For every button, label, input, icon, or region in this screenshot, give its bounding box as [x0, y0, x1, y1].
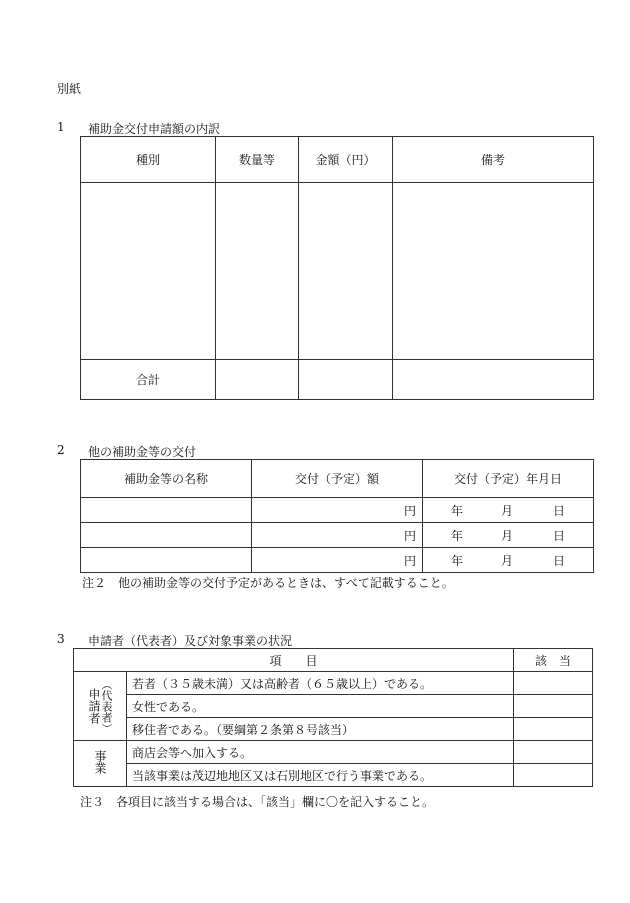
total-label: 合計	[81, 360, 216, 400]
day-unit: 日	[552, 553, 565, 568]
applies-cell	[514, 741, 593, 764]
day-unit: 日	[552, 503, 565, 518]
header-subsidy-name: 補助金等の名称	[81, 460, 252, 498]
business-group-label	[74, 741, 127, 787]
year-unit: 年	[450, 503, 463, 518]
header-type: 種別	[81, 137, 216, 183]
applies-cell	[514, 672, 593, 695]
note-3: 注３ 各項目に該当する場合は、「該当」欄に〇を記入すること。	[80, 795, 435, 809]
grant-date-cell	[423, 498, 594, 523]
applies-cell	[514, 718, 593, 741]
section1-number: 1	[57, 120, 65, 134]
grant-date-cell	[423, 523, 594, 548]
yen-unit: 円	[403, 503, 416, 518]
attachment-label: 別紙	[57, 82, 82, 96]
grant-amount-cell	[252, 548, 423, 573]
status-item: 当該事業は茂辺地地区又は石別地区で行う事業である。	[127, 764, 514, 787]
header-remarks: 備考	[393, 137, 594, 183]
header-amount: 金額（円）	[299, 137, 393, 183]
amount-cell	[299, 183, 393, 360]
total-quantity-cell	[216, 360, 299, 400]
section3-title: 申請者（代表者）及び対象事業の状況	[88, 634, 293, 648]
applicant-label: 申請者	[87, 688, 101, 724]
year-unit: 年	[450, 528, 463, 543]
note-2: 注２ 他の補助金等の交付予定があるときは、すべて記載すること。	[82, 576, 454, 590]
section2-number: 2	[57, 443, 65, 457]
remarks-cell	[393, 183, 594, 360]
month-unit: 月	[500, 503, 513, 518]
status-item: 若者（３５歳未満）又は高齢者（６５歳以上）である。	[127, 672, 514, 695]
header-item: 項 目	[74, 649, 514, 672]
header-grant-date: 交付（予定）年月日	[423, 460, 594, 498]
applicant-group-label	[74, 672, 127, 741]
header-applies: 該 当	[514, 649, 593, 672]
month-unit: 月	[500, 553, 513, 568]
applicant-status-table	[73, 648, 593, 787]
subsidy-breakdown-table	[80, 136, 594, 400]
grant-amount-cell	[252, 498, 423, 523]
subsidy-name-cell	[81, 548, 252, 573]
total-remarks-cell	[393, 360, 594, 400]
header-grant-amount: 交付（予定）額	[252, 460, 423, 498]
status-item: 女性である。	[127, 695, 514, 718]
day-unit: 日	[552, 528, 565, 543]
section1-title: 補助金交付申請額の内訳	[88, 122, 221, 136]
yen-unit: 円	[403, 553, 416, 568]
business-label: 事業	[93, 750, 107, 774]
yen-unit: 円	[403, 528, 416, 543]
representative-label: （代表者）	[100, 678, 113, 734]
header-quantity: 数量等	[216, 137, 299, 183]
grant-amount-cell	[252, 523, 423, 548]
status-item: 商店会等へ加入する。	[127, 741, 514, 764]
other-subsidies-table	[80, 459, 594, 573]
type-cell	[81, 183, 216, 360]
section2-title: 他の補助金等の交付	[88, 445, 197, 459]
subsidy-name-cell	[81, 523, 252, 548]
total-amount-cell	[299, 360, 393, 400]
status-item: 移住者である。（要綱第２条第８号該当）	[127, 718, 514, 741]
month-unit: 月	[500, 528, 513, 543]
applies-cell	[514, 764, 593, 787]
section3-number: 3	[57, 632, 65, 646]
applies-cell	[514, 695, 593, 718]
subsidy-name-cell	[81, 498, 252, 523]
year-unit: 年	[450, 553, 463, 568]
quantity-cell	[216, 183, 299, 360]
grant-date-cell	[423, 548, 594, 573]
